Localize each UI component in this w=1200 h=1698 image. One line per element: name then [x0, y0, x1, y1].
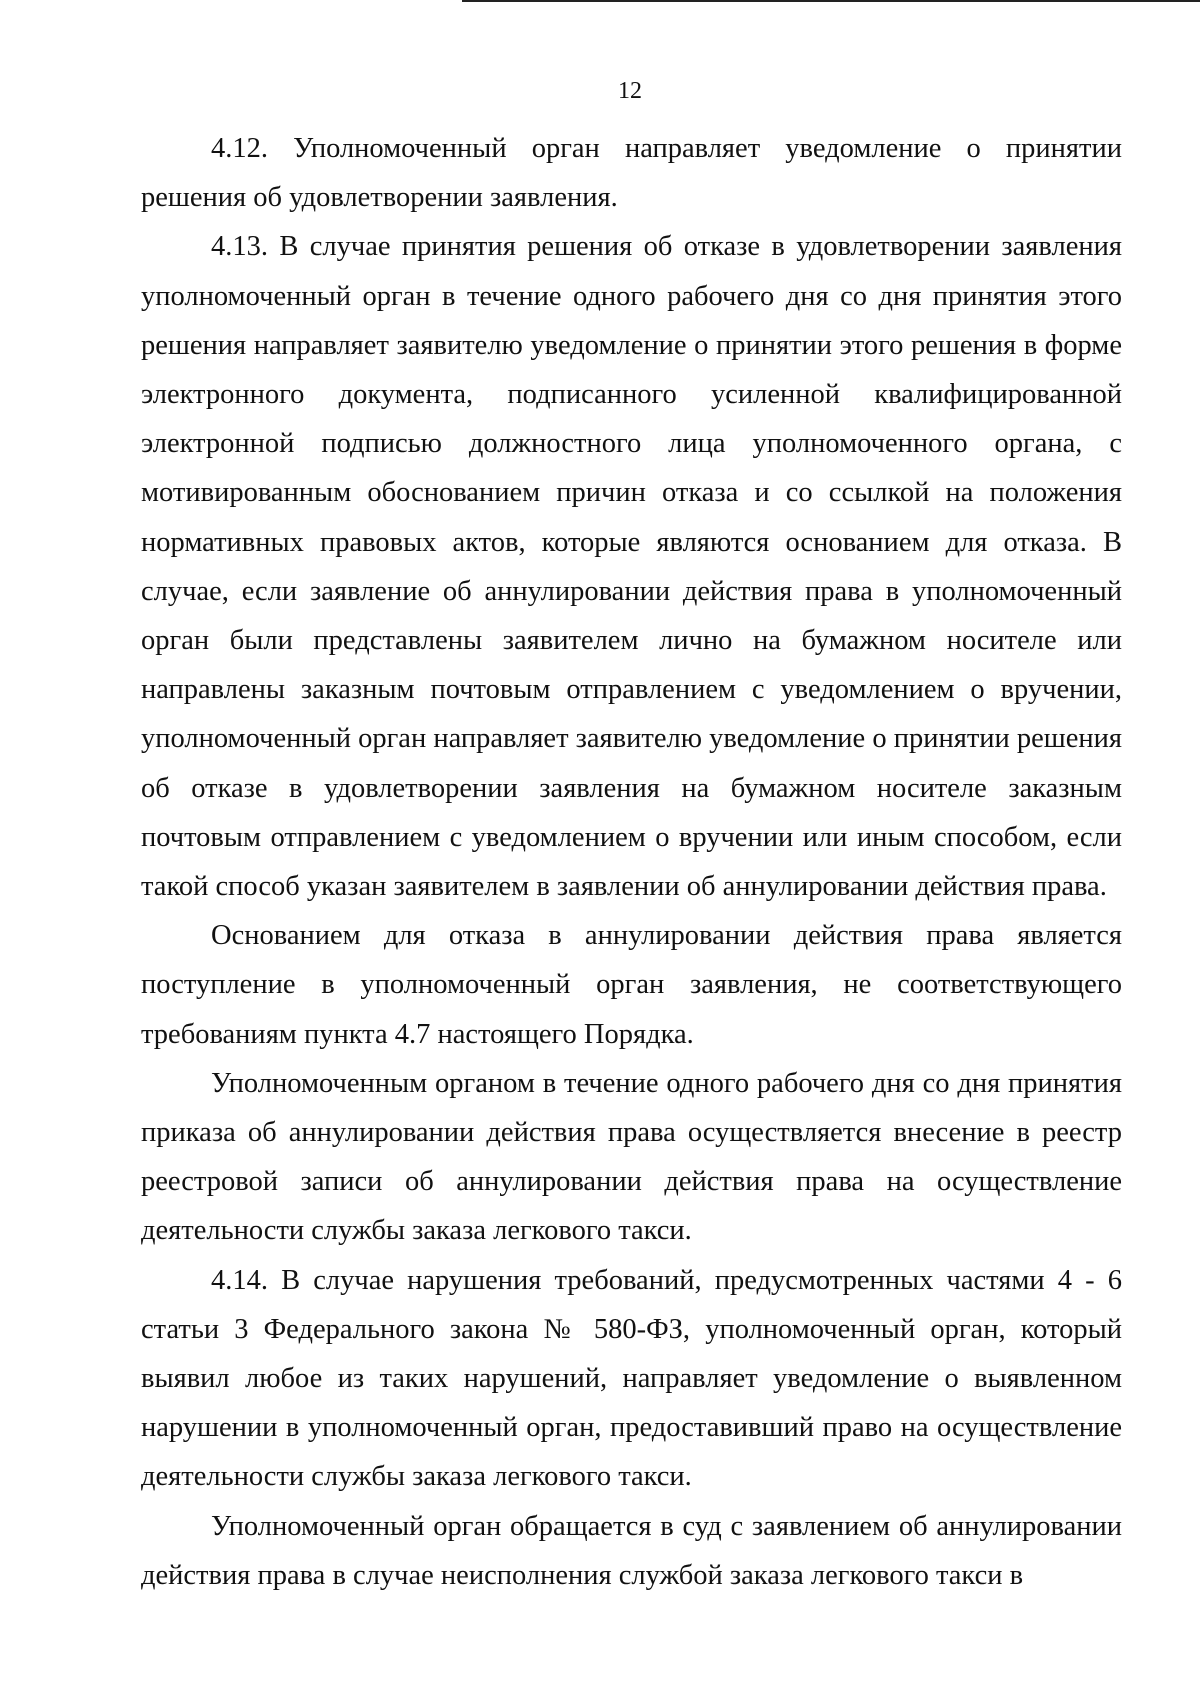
paragraph-registry-entry: Уполномоченным органом в течение одного рабочего дня со дня принятия приказа об аннулировании действия права осуществляется внесение в реестр реестровой записи об аннулировании действия права на осуществление деятельности службы заказа легкового такси. — [141, 1067, 1122, 1247]
paragraph-refusal-grounds: Основанием для отказа в аннулировании действия права является поступление в уполномоченный орган заявления, не соответствующего требованиям пункта 4.7 настоящего Порядка. — [141, 920, 1122, 1050]
paragraph-4-13: 4.13. В случае принятия решения об отказе в удовлетворении заявления уполномоченный орган в течение одного рабочего дня со дня принятия этого решения направляет заявителю уведомление о принятии этого решения в форме электронного документа, подписанного усиленной квалифицированной электронной подписью должностного лица уполномоченного органа, с мотивированным обоснованием причин отказа и со ссылкой на положения нормативных правовых актов, которые являются основанием для отказа. В случае, если заявление об аннулировании действия права в уполномоченный орган были представлены заявителем лично на бумажном носителе или направлены заказным почтовым отправлением с уведомлением о вручении, уполномоченный орган направляет заявителю уведомление о принятии решения об отказе в удовлетворении заявления на бумажном носителе заказным почтовым отправлением с уведомлением о вручении или иным способом, если такой способ указан заявителем в заявлении об аннулировании действия права. — [141, 231, 1123, 903]
paragraph-court-appeal: Уполномоченный орган обращается в суд с заявлением об аннулировании действия права в случае неисполнения службой заказа легкового такси в — [141, 1510, 1122, 1591]
scan-edge-line — [462, 0, 1200, 2]
page-number: 12 — [618, 78, 642, 104]
paragraph-4-14: 4.14. В случае нарушения требований, предусмотренных частями 4 - 6 статьи 3 Федерального закона № 580-ФЗ, уполномоченный орган, который выявил любое из таких нарушений, направляет уведомление о выявленном нарушении в уполномоченный орган, предоставивший право на осуществление деятельности службы заказа легкового такси. — [141, 1264, 1122, 1493]
paragraph-4-12: 4.12. Уполномоченный орган направляет уведомление о принятии решения об удовлетворении заявления. — [141, 133, 1122, 214]
document-body — [141, 124, 1122, 1600]
